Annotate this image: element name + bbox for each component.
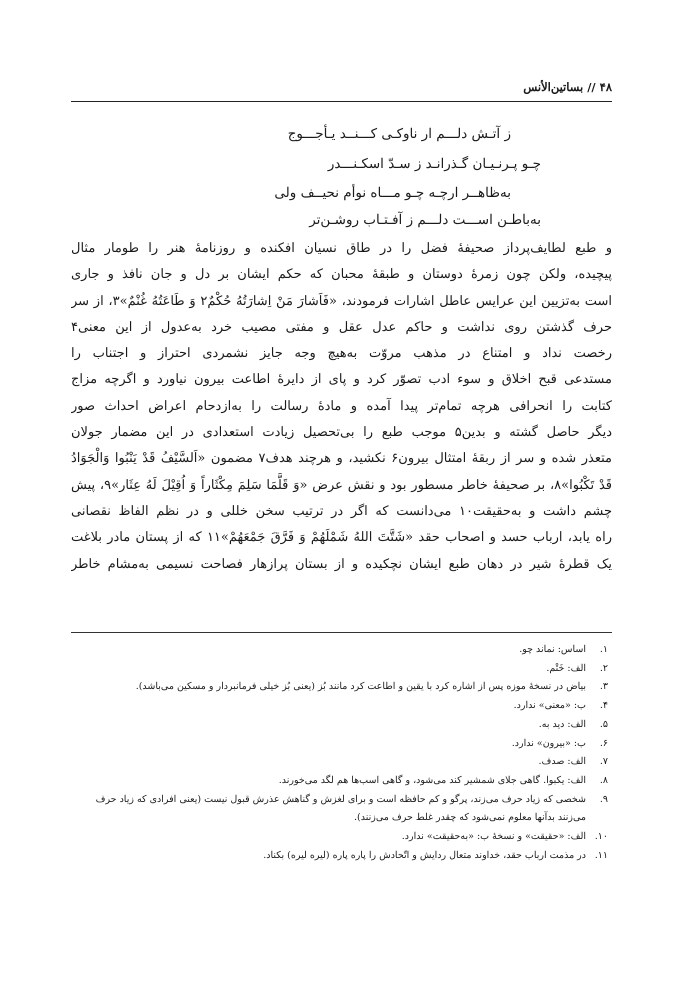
footnote-number: ۳. (599, 681, 608, 693)
footnote-rule (71, 632, 612, 633)
body-line: است به‌تزیین این عرایس عاطل اشارات فرمودند، «فَاَشارَ مَنْ اِشارَتُهُ حُکْمٌ۲ وَ طَاعَتُهُ غُنْمٌ»۳، از سر (71, 293, 612, 309)
body-line: یک قطرهٔ شیر در دهان طبع ایشان نچکیده و از بستان پرازهار فصاحت نسیمی به‌مشام خاطر (71, 556, 612, 572)
footnote-text: ب: «بیرون» ندارد. (511, 737, 586, 749)
page-number-and-title: ۴۸ // بساتین‌الأنس (523, 80, 612, 94)
body-line: مستدعی قبح اخلاق و سوء ادب تصوّر کرد و پای از دایرهٔ اطاعت بیرون نیاورد و اگرچه مزاج (71, 372, 612, 388)
footnote-text: ب: «معنی» ندارد. (513, 700, 586, 712)
header-rule (71, 101, 612, 102)
verse-line-2: چـو پـرنـیـان گـذرانـد ز سـدّ اسکـنـــدر (327, 156, 541, 172)
footnote (71, 753, 612, 772)
footnote (71, 660, 612, 679)
body-line: متعذر شده و سر از ربقهٔ امتثال بیرون۶ نکشید، و هرچند هدف۷ مضمون «اَلسَّیْفُ قَدْ یَنْبُوا وَالْجَوَادُ (71, 451, 612, 467)
footnote (71, 772, 612, 791)
footnote (71, 828, 612, 847)
body-line: قَدْ تَکْبُوا»۸، بر صحیفهٔ خاطر مسطور بود و نقش عرض «وَ قَلَّمَا سَلِمَ مِکْثَاراً وَ اُقِیْلَ لَهُ عِثَار»۹، پیش (71, 477, 612, 493)
footnote (71, 716, 612, 735)
body-line: کتابت را انحرافی هرچه تمام‌تر پیدا آمده و مادهٔ رسالت را به‌ازدحام اعراض احداث صور (71, 398, 612, 414)
footnote-text: در مذمت ارباب حقد، خداوند متعال ردایش و اتّحادش را پاره پاره (لیره لیره) بکناد. (263, 849, 586, 861)
body-paragraph (71, 236, 612, 578)
running-header (71, 77, 612, 97)
footnote-number: ۱. (599, 644, 608, 655)
body-line: رخصت نداد و امتناع در مذهب مروّت به‌هیچ وجه جایز نشمردی احتراز و اجتناب را (71, 346, 612, 362)
footnote-number: ۱۰. (594, 831, 608, 843)
footnote-text: الف: یکبوا. گاهی جلای شمشیر کند می‌شود، و گاهی اسب‌ها هم لگد می‌خورند. (278, 774, 586, 786)
footnote-number: ۹. (599, 793, 608, 805)
footnote-number: ۶. (599, 737, 608, 749)
footnote-number: ۱۱. (594, 849, 608, 861)
footnote-text: الف: «حقیقت» و نسخهٔ ب: «به‌حقیقت» ندارد. (401, 831, 586, 843)
footnote-text: الف: خَتْم. (546, 662, 586, 674)
footnote (71, 697, 612, 716)
body-line: پیچیده، ولکن چون زمرهٔ دوستان و طبقهٔ محبان که حکم ایشان بر دل و جان نافذ و جاری (71, 267, 612, 283)
footnote-number: ۸. (599, 774, 608, 786)
verse-line-3: به‌ظاهــر ارچـه چـو مـــاه نوأم نحیــف ولی (274, 185, 511, 201)
footnotes (71, 641, 612, 865)
body-line: دیگر حاصل گشته و بدین۵ موجب طبع را بی‌تحصیل زیادت استعدادی در این مضمار جولان (71, 425, 612, 441)
footnote-text: بیاض در نسخهٔ موزه پس از اشاره کرد با یقین و اطاعت کرد مانند بُز (یعنی بُز خیلی فرمانبردار و مسکین می‌باشد). (135, 681, 586, 693)
footnote (71, 641, 612, 660)
verse-line-4: به‌باطـن اســـت دلـــم ز آفـتـاب روشـن‌تر (309, 212, 541, 228)
footnote-text: الف: صدف. (538, 756, 586, 768)
footnote-number: ۷. (599, 756, 608, 768)
body-line: و طبع لطایف‌پرداز صحیفهٔ فضل را در طاق نسیان افکنده و روزنامهٔ هنر را طومار مثال (71, 241, 612, 256)
body-line: حرف گذشتن روی نداشت و حاکم عدل عقل و مفتی مصیب خرد به‌عدول از این معنی۴ (71, 319, 612, 335)
footnote-text: الف: دید به. (538, 718, 586, 730)
body-line: راه یابد، ارباب حسد و اصحاب حقد «شَتَّتَ اللهُ شَمْلَهُمْ وَ فَرَّقَ جَمْعَهُمْ»۱۱ که از پستان مادر بلاغت (71, 530, 612, 546)
footnote-number: ۵. (599, 718, 608, 730)
footnote (71, 735, 612, 754)
body-line: چشم داشت و به‌حقیقت۱۰ می‌دانست که اگر در ترتیب سخن خللی و در نظم الفاظ نقصانی (71, 503, 612, 519)
footnote (71, 678, 612, 697)
footnote-number: ۴. (599, 700, 608, 712)
verse-line-1: ز آتـش دلـــم ار ناوکـی کـــنــد یـأجـــوج (287, 126, 511, 142)
footnote (71, 847, 612, 866)
footnote (71, 791, 612, 828)
footnote-number: ۲. (599, 662, 608, 674)
footnote-text: شخصی که زیاد حرف می‌زند، پرگو و کم حافظه است و برای لغزش و گناهش عذرش قبول نیست (یعنی افرادی که زیاد حرف می‌زنند بدآنها معلوم نمی‌شود که چقدر غلط حرف می‌زنند). (95, 793, 586, 824)
footnote-text: اساس: نماند چو. (519, 644, 586, 655)
